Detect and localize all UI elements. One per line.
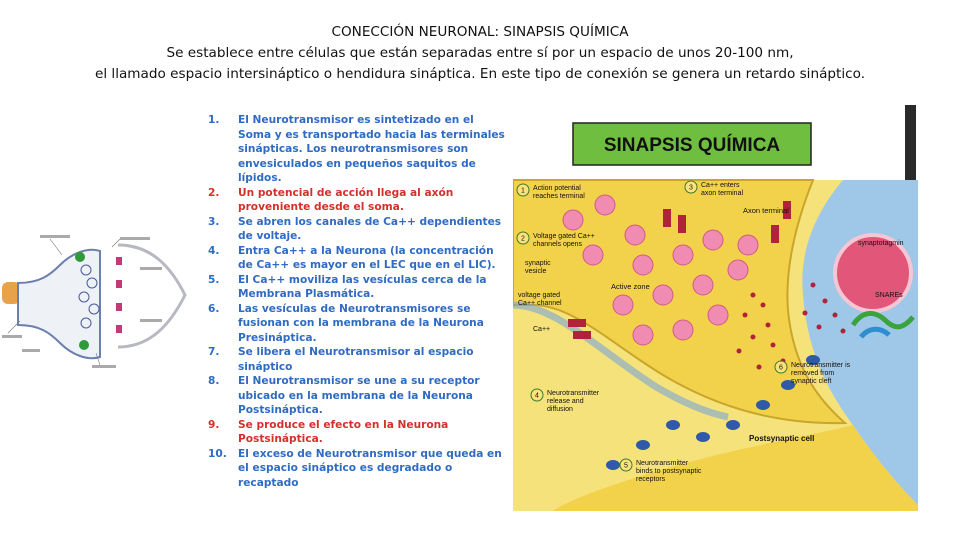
step-item bbox=[208, 113, 510, 186]
step-number: 6. bbox=[208, 302, 220, 315]
vesicle bbox=[728, 260, 748, 280]
svg-text:Voltage gated Ca++: Voltage gated Ca++ bbox=[533, 233, 595, 240]
step-item bbox=[208, 302, 510, 346]
svg-text:Ca++ channel: Ca++ channel bbox=[518, 300, 562, 307]
page-header bbox=[0, 22, 960, 85]
vesicle bbox=[673, 320, 693, 340]
content-panel bbox=[198, 105, 918, 511]
step-item bbox=[208, 374, 510, 418]
step-number: 9. bbox=[208, 418, 220, 431]
step-number: 4. bbox=[208, 244, 220, 257]
step-text: El Neurotransmisor es sintetizado en el Soma y es transportado hacia las terminales sinápticas. Los neurotransmisores son envesiculados en pequeños saquitos de lípidos. bbox=[238, 114, 505, 184]
svg-text:2: 2 bbox=[521, 235, 525, 243]
step-number: 10. bbox=[208, 447, 227, 460]
subtitle-line-1: Se establece entre células que están separadas entre sí por un espacio de unos 20-100 nm, bbox=[166, 45, 794, 61]
svg-text:Active zone: Active zone bbox=[611, 282, 650, 291]
vesicle bbox=[633, 325, 653, 345]
step-item bbox=[208, 418, 510, 447]
step-number: 3. bbox=[208, 215, 220, 228]
vesicle bbox=[703, 230, 723, 250]
step-number: 5. bbox=[208, 273, 220, 286]
diagram-title: SINAPSIS QUÍMICA bbox=[603, 135, 781, 156]
svg-text:3: 3 bbox=[689, 184, 693, 192]
svg-text:SNAREs: SNAREs bbox=[875, 292, 903, 299]
svg-text:receptors: receptors bbox=[636, 476, 666, 483]
svg-text:synaptotagmin: synaptotagmin bbox=[858, 240, 904, 247]
vesicle bbox=[583, 245, 603, 265]
svg-text:synaptic cleft: synaptic cleft bbox=[791, 378, 832, 385]
postsynaptic-membrane bbox=[118, 245, 185, 347]
steps-list bbox=[208, 113, 510, 490]
svg-text:removed from: removed from bbox=[791, 370, 835, 377]
vesicle bbox=[738, 235, 758, 255]
step-text: Se abren los canales de Ca++ dependientes de voltaje. bbox=[238, 215, 502, 242]
svg-text:Neurotransmitter: Neurotransmitter bbox=[636, 460, 689, 467]
svg-text:Ca++: Ca++ bbox=[533, 326, 551, 333]
svg-text:4: 4 bbox=[535, 392, 539, 400]
step-item bbox=[208, 345, 510, 374]
step-number: 1. bbox=[208, 114, 220, 126]
vesicle bbox=[563, 210, 583, 230]
svg-text:vesicle: vesicle bbox=[525, 268, 547, 275]
svg-text:diffusion: diffusion bbox=[547, 406, 573, 413]
svg-text:release and: release and bbox=[547, 398, 584, 405]
svg-text:reaches terminal: reaches terminal bbox=[533, 193, 585, 200]
svg-text:synaptic: synaptic bbox=[525, 260, 551, 267]
step-item bbox=[208, 273, 510, 302]
svg-text:Ca++ enters: Ca++ enters bbox=[701, 182, 740, 189]
step-text: El Neurotransmisor se une a su receptor ubicado en la membrana de la Neurona Postsináptica. bbox=[238, 375, 480, 416]
svg-text:channels opens: channels opens bbox=[533, 241, 583, 248]
step-text: Se produce el efecto en la Neurona Postsináptica. bbox=[238, 418, 449, 445]
step-text: Las vesículas de Neurotransmisores se fusionan con la membrana de la Neurona Presináptica. bbox=[238, 302, 484, 344]
vesicle bbox=[708, 305, 728, 325]
step-item bbox=[208, 215, 510, 244]
right-edge-strip bbox=[905, 105, 916, 180]
vesicle bbox=[693, 275, 713, 295]
vesicle bbox=[595, 195, 615, 215]
svg-text:1: 1 bbox=[521, 187, 525, 195]
vesicle bbox=[633, 255, 653, 275]
svg-text:5: 5 bbox=[624, 462, 628, 470]
vesicle bbox=[653, 285, 673, 305]
vesicle bbox=[625, 225, 645, 245]
synapse-diagram bbox=[513, 105, 918, 511]
step-number: 7. bbox=[208, 346, 220, 358]
svg-text:binds to postsynaptic: binds to postsynaptic bbox=[636, 468, 702, 475]
step-text: El exceso de Neurotransmisor que queda en el espacio sináptico es degradado o recaptado bbox=[238, 447, 502, 489]
svg-text:Postsynaptic cell: Postsynaptic cell bbox=[749, 434, 815, 443]
subtitle-line-2: el llamado espacio intersináptico o hendidura sináptica. En este tipo de conexión se genera un retardo sináptico. bbox=[94, 66, 866, 82]
svg-text:6: 6 bbox=[779, 364, 783, 372]
svg-text:voltage gated: voltage gated bbox=[518, 292, 561, 299]
small-synapse-diagram bbox=[0, 225, 200, 375]
step-text: Un potencial de acción llega al axón proveniente desde el soma. bbox=[238, 186, 454, 213]
vesicle bbox=[613, 295, 633, 315]
page-title: CONECCIÓN NEURONAL: SINAPSIS QUÍMICA bbox=[331, 24, 629, 40]
svg-text:Action potential: Action potential bbox=[533, 185, 581, 192]
step-number: 8. bbox=[208, 375, 220, 387]
step-item bbox=[208, 244, 510, 273]
step-number: 2. bbox=[208, 186, 220, 199]
step-text: Se libera el Neurotransmisor al espacio sináptico bbox=[238, 346, 474, 373]
postsynaptic-receptors bbox=[116, 257, 122, 333]
svg-text:Neurotransmitter: Neurotransmitter bbox=[547, 390, 600, 397]
step-item bbox=[208, 447, 510, 491]
step-text: El Ca++ moviliza las vesículas cerca de la Membrana Plasmática. bbox=[238, 273, 487, 300]
svg-text:Axon terminal: Axon terminal bbox=[743, 206, 789, 215]
step-item bbox=[208, 186, 510, 215]
vesicle bbox=[673, 245, 693, 265]
svg-text:Neurotransmitter is: Neurotransmitter is bbox=[791, 362, 851, 369]
step-text: Entra Ca++ a la Neurona (la concentración de Ca++ es mayor en el LEC que en el LIC). bbox=[238, 244, 496, 271]
svg-text:axon terminal: axon terminal bbox=[701, 190, 744, 197]
